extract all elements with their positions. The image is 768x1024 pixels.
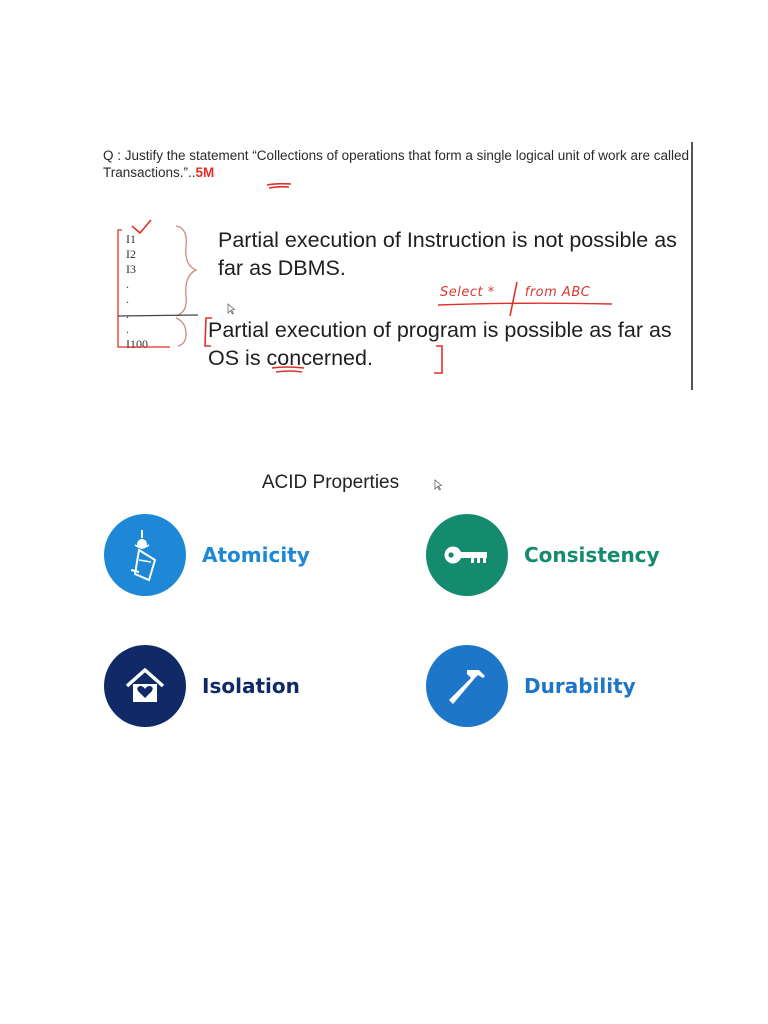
cursor-icon	[434, 479, 444, 491]
durability-label: Durability	[524, 674, 636, 698]
instruction-item: .	[126, 277, 129, 291]
consistency-card	[426, 514, 660, 596]
atom-icon	[125, 528, 165, 582]
instruction-list	[126, 232, 166, 352]
marks-label: 5M	[195, 165, 215, 180]
atomicity-card	[104, 514, 310, 596]
instruction-item: .	[126, 322, 129, 336]
os-statement: Partial execution of program is possible as far as OS is concerned.	[208, 318, 672, 370]
instruction-item: I3	[126, 262, 136, 276]
instruction-item: .	[126, 307, 129, 321]
question-text	[103, 147, 693, 181]
page-divider-line	[691, 142, 693, 390]
instruction-item: I1	[126, 232, 136, 246]
durability-circle	[426, 645, 508, 727]
question-prefix: Q : Justify the statement “Collections of operations that form a single logical unit of work are called Transactions.”..	[103, 148, 690, 180]
sql-from-text: from ABC	[524, 285, 591, 300]
sql-select-text: Select *	[440, 285, 495, 300]
sql-annotation	[440, 285, 590, 300]
consistency-label: Consistency	[524, 543, 660, 567]
house-heart-icon	[123, 666, 167, 706]
consistency-circle	[426, 514, 508, 596]
marks-underline-annotation	[265, 182, 295, 190]
acid-title: ACID Properties	[261, 472, 400, 493]
isolation-circle	[104, 645, 186, 727]
key-icon	[443, 541, 491, 569]
instruction-item: I2	[126, 247, 136, 261]
atomicity-circle	[104, 514, 186, 596]
hammer-icon	[445, 664, 489, 708]
isolation-card	[104, 645, 300, 727]
atomicity-label: Atomicity	[202, 543, 310, 567]
instruction-item: I100	[126, 337, 148, 351]
instruction-item: .	[126, 292, 129, 306]
durability-card	[426, 645, 636, 727]
isolation-label: Isolation	[202, 674, 300, 698]
dbms-statement: Partial execution of Instruction is not possible as far as DBMS.	[218, 228, 677, 280]
